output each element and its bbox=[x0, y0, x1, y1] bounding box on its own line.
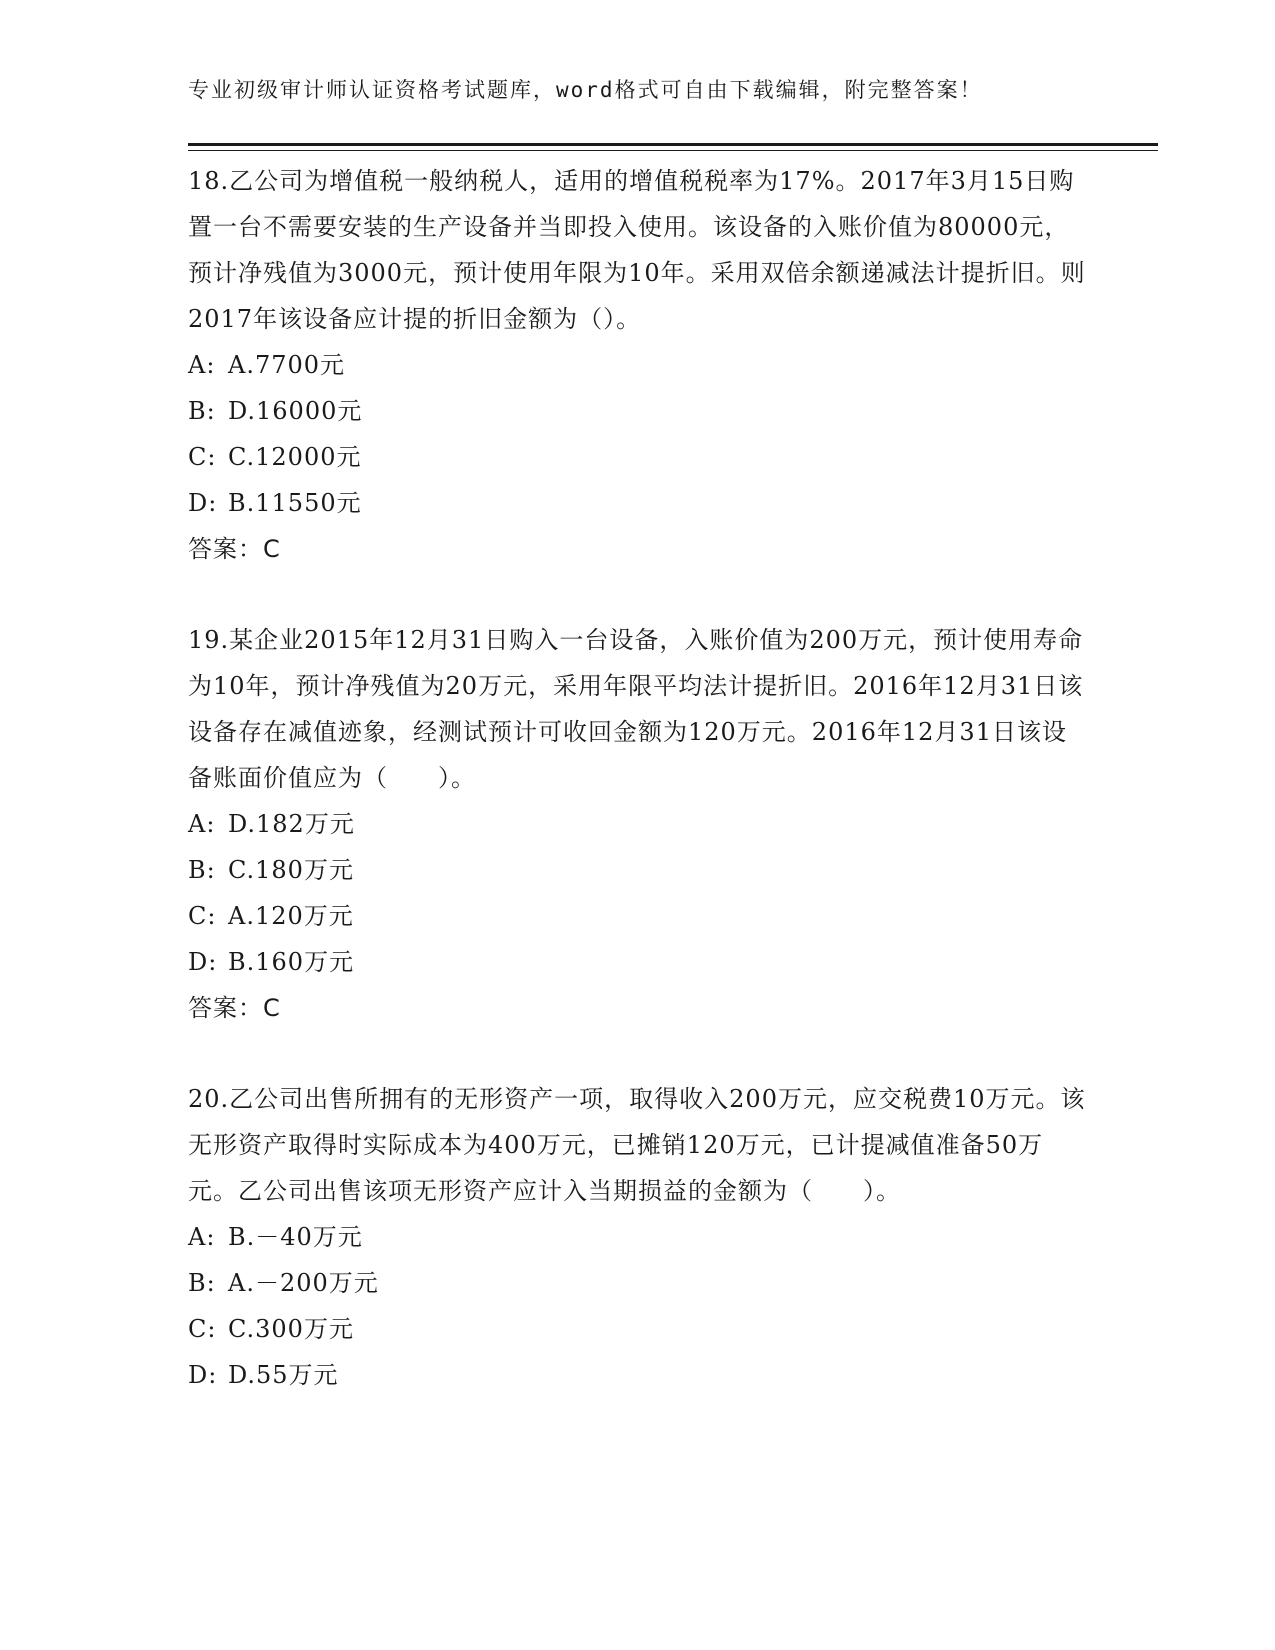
option-letter: D: bbox=[188, 489, 218, 517]
option-text: D.182万元 bbox=[228, 810, 355, 838]
question-stem: 19.某企业2015年12月31日购入一台设备，入账价值为200万元，预计使用寿命为10年，预计净残值为20万元，采用年限平均法计提折旧。2016年12月31日该设备存在减值迹象，经测试预计可收回金额为120万元。2016年12月31日该设备账面价值应为（ ）。 bbox=[188, 626, 1084, 792]
option-b bbox=[188, 388, 1088, 434]
answer-line: 答案：C bbox=[188, 535, 281, 563]
option-b bbox=[188, 1260, 1088, 1306]
answer-line: 答案：C bbox=[188, 994, 281, 1022]
page-header: 专业初级审计师认证资格考试题库，word格式可自由下载编辑，附完整答案！ bbox=[188, 78, 983, 102]
option-letter: D: bbox=[188, 948, 218, 976]
header-rule-thick bbox=[188, 143, 1158, 146]
option-c bbox=[188, 434, 1088, 480]
question-19 bbox=[188, 617, 1088, 1031]
option-text: A.120万元 bbox=[228, 902, 354, 930]
option-letter: D: bbox=[188, 1361, 218, 1389]
option-d bbox=[188, 939, 1088, 985]
option-letter: B: bbox=[188, 856, 216, 884]
option-a bbox=[188, 1214, 1088, 1260]
header-rule-thin bbox=[188, 150, 1158, 151]
question-list bbox=[188, 158, 1088, 1443]
option-d bbox=[188, 480, 1088, 526]
option-text: A.－200万元 bbox=[228, 1269, 379, 1297]
option-text: A.7700元 bbox=[228, 351, 346, 379]
option-b bbox=[188, 847, 1088, 893]
question-stem: 20.乙公司出售所拥有的无形资产一项，取得收入200万元，应交税费10万元。该无形资产取得时实际成本为400万元，已摊销120万元，已计提减值准备50万元。乙公司出售该项无形资产应计入当期损益的金额为（ ）。 bbox=[188, 1085, 1086, 1205]
option-letter: B: bbox=[188, 397, 216, 425]
option-letter: C: bbox=[188, 902, 217, 930]
option-text: D.16000元 bbox=[228, 397, 363, 425]
option-d bbox=[188, 1352, 1088, 1398]
option-text: B.160万元 bbox=[228, 948, 355, 976]
option-letter: C: bbox=[188, 1315, 217, 1343]
option-letter: C: bbox=[188, 443, 217, 471]
option-letter: A: bbox=[188, 810, 216, 838]
option-letter: A: bbox=[188, 351, 216, 379]
option-letter: B: bbox=[188, 1269, 216, 1297]
option-letter: A: bbox=[188, 1223, 216, 1251]
option-text: C.180万元 bbox=[228, 856, 354, 884]
question-stem: 18.乙公司为增值税一般纳税人，适用的增值税税率为17%。2017年3月15日购置一台不需要安装的生产设备并当即投入使用。该设备的入账价值为80000元，预计净残值为3000元，预计使用年限为10年。采用双倍余额递减法计提折旧。则2017年该设备应计提的折旧金额为（）。 bbox=[188, 167, 1086, 333]
question-18 bbox=[188, 158, 1088, 572]
option-a bbox=[188, 342, 1088, 388]
option-a bbox=[188, 801, 1088, 847]
option-c bbox=[188, 893, 1088, 939]
option-text: C.12000元 bbox=[228, 443, 362, 471]
option-text: C.300万元 bbox=[228, 1315, 354, 1343]
question-20 bbox=[188, 1076, 1088, 1398]
option-text: B.－40万元 bbox=[228, 1223, 363, 1251]
option-text: B.11550元 bbox=[228, 489, 362, 517]
option-text: D.55万元 bbox=[228, 1361, 339, 1389]
option-c bbox=[188, 1306, 1088, 1352]
